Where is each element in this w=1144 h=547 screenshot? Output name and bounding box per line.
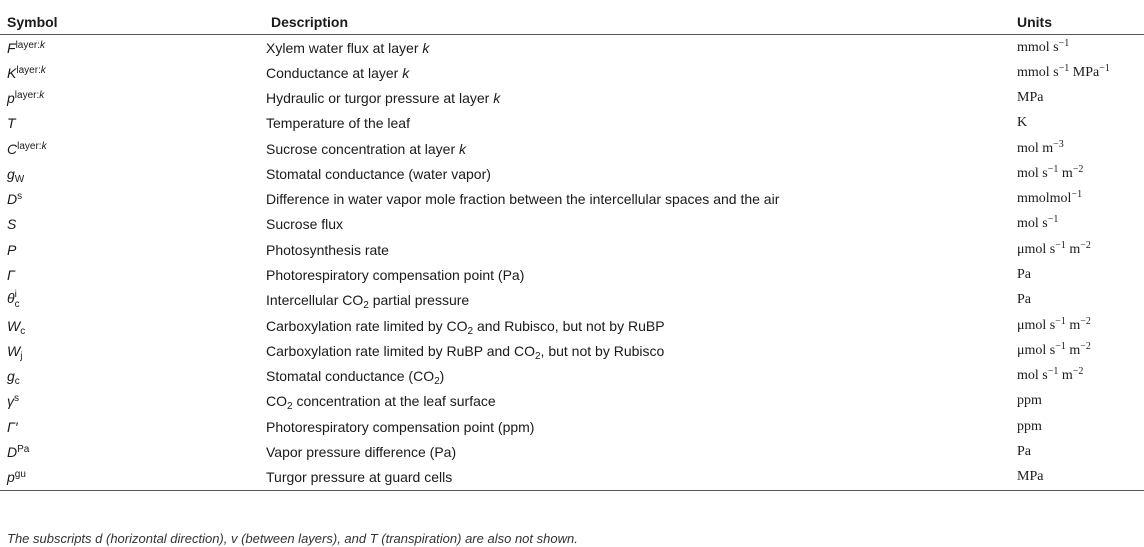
symbol-base: θ bbox=[7, 290, 15, 307]
symbols-table bbox=[0, 9, 1144, 491]
symbol-cell bbox=[0, 465, 264, 491]
units-cell: mmolmol$^{-1}$ bbox=[1017, 189, 1083, 207]
table-row bbox=[0, 60, 1144, 85]
symbol-base: P bbox=[7, 241, 17, 258]
description-cell: Stomatal conductance $(CO_2)$ bbox=[266, 368, 445, 388]
symbol-base: Γ′ bbox=[7, 418, 18, 435]
symbol-base: g bbox=[7, 165, 15, 182]
description-cell: Xylem water flux at layer k bbox=[266, 39, 430, 56]
symbol-cell bbox=[0, 86, 264, 111]
description-cell: Sucrose concentration at layer k bbox=[266, 140, 466, 157]
table-row bbox=[0, 86, 1144, 111]
table-row bbox=[0, 136, 1144, 161]
table-row bbox=[0, 111, 1144, 136]
symbol-cell bbox=[0, 35, 264, 61]
symbol-base: p bbox=[7, 469, 15, 486]
units-cell: mmol $s^{-1}$ MPa$^{-1}$ bbox=[1017, 62, 1110, 80]
units-cell: mol $s^{-1}$ $m^{-2}$ bbox=[1017, 163, 1084, 181]
units-cell: mol $m^{-3}$ bbox=[1017, 138, 1064, 156]
description-cell: Carboxylation rate limited by $CO_2$ and Rubisco, but not by RuBP bbox=[266, 317, 665, 337]
header-units: Units bbox=[1008, 9, 1144, 35]
table-row bbox=[0, 187, 1144, 212]
description-cell: Hydraulic or turgor pressure at layer k bbox=[266, 90, 501, 107]
units-cell: μmol $s^{-1}$ $m^{-2}$ bbox=[1017, 315, 1091, 333]
symbol-superscript: gu bbox=[14, 469, 26, 481]
units-cell: Pa bbox=[1017, 292, 1031, 308]
table-row bbox=[0, 288, 1144, 313]
symbol-cell bbox=[0, 237, 264, 262]
description-cell: Difference in water vapor mole fraction between the intercellular spaces and the air bbox=[266, 191, 780, 208]
units-cell: ppm bbox=[1017, 418, 1042, 434]
symbol-base: g bbox=[7, 368, 15, 385]
table-row bbox=[0, 439, 1144, 464]
symbol-cell bbox=[0, 60, 264, 85]
description-cell: Intercellular $CO_2$ partial pressure bbox=[266, 292, 470, 312]
table-row bbox=[0, 262, 1144, 287]
table-row bbox=[0, 414, 1144, 439]
symbol-base: γ bbox=[7, 393, 14, 410]
units-cell: μmol $s^{-1}$ $m^{-2}$ bbox=[1017, 340, 1091, 358]
symbol-cell bbox=[0, 439, 264, 464]
table-row bbox=[0, 465, 1144, 491]
units-cell: Pa bbox=[1017, 443, 1031, 459]
units-cell: ppm bbox=[1017, 393, 1042, 409]
symbol-superscript: Pa bbox=[17, 443, 30, 455]
symbol-cell bbox=[0, 288, 264, 313]
symbol-base: S bbox=[7, 216, 17, 233]
table-header-row bbox=[0, 9, 1144, 35]
symbol-cell bbox=[0, 414, 264, 439]
symbol-base: T bbox=[7, 115, 16, 132]
units-cell: Pa bbox=[1017, 267, 1031, 283]
symbol-sub-superscript: i c bbox=[14, 289, 20, 311]
units-cell: K bbox=[1017, 115, 1028, 131]
symbol-subscript: c bbox=[14, 376, 20, 388]
table-row bbox=[0, 35, 1144, 61]
table-row bbox=[0, 389, 1144, 414]
symbol-cell bbox=[0, 187, 264, 212]
symbol-cell bbox=[0, 111, 264, 136]
symbol-superscript: layer:k bbox=[16, 64, 46, 76]
units-cell: μmol $s^{-1}$ $m^{-2}$ bbox=[1017, 239, 1091, 257]
symbol-base: p bbox=[7, 90, 15, 107]
symbol-base: W bbox=[7, 342, 21, 359]
units-cell: MPa bbox=[1008, 465, 1144, 491]
symbol-base: Γ bbox=[7, 267, 15, 284]
symbol-base: F bbox=[7, 39, 16, 56]
symbol-subscript: c bbox=[20, 325, 26, 337]
table-row bbox=[0, 338, 1144, 363]
symbol-superscript: s bbox=[17, 191, 23, 203]
symbol-superscript: layer:k bbox=[15, 39, 46, 51]
description-cell: Carboxylation rate limited by RuBP and $CO_2$, but not by Rubisco bbox=[266, 342, 665, 362]
header-symbol: Symbol bbox=[0, 9, 264, 35]
symbol-subscript: j bbox=[20, 350, 23, 362]
table-row bbox=[0, 363, 1144, 388]
units-cell: MPa bbox=[1017, 90, 1044, 106]
symbol-cell bbox=[0, 363, 264, 388]
symbol-base: K bbox=[7, 64, 17, 81]
symbol-cell bbox=[0, 161, 264, 186]
units-cell: mol $s^{-1}$ $m^{-2}$ bbox=[1017, 366, 1084, 384]
units-cell: mmol $s^{-1}$ bbox=[1017, 37, 1070, 55]
symbol-cell bbox=[0, 313, 264, 338]
table-row bbox=[0, 237, 1144, 262]
symbol-base: D bbox=[7, 443, 18, 460]
symbol-cell bbox=[0, 389, 264, 414]
description-cell: Stomatal conductance (water vapor) bbox=[266, 165, 491, 182]
description-cell: Sucrose flux bbox=[266, 216, 344, 233]
description-cell: Vapor pressure difference (Pa) bbox=[266, 443, 457, 460]
symbol-base: W bbox=[7, 317, 21, 334]
description-cell: Photosynthesis rate bbox=[266, 241, 389, 258]
table-row bbox=[0, 212, 1144, 237]
symbol-superscript: layer:k bbox=[17, 140, 47, 152]
description-cell: Photorespiratory compensation point (ppm) bbox=[266, 418, 535, 435]
symbol-base: D bbox=[7, 191, 18, 208]
header-description: Description bbox=[264, 9, 1008, 35]
table-footnote: The subscripts d (horizontal direction), v (between layers), and T (transpiration) are also not shown. bbox=[7, 531, 578, 546]
units-cell: mol $s^{-1}$ bbox=[1017, 214, 1059, 232]
description-cell: Turgor pressure at guard cells bbox=[264, 465, 1008, 491]
symbol-superscript: s bbox=[14, 393, 19, 405]
table-row bbox=[0, 313, 1144, 338]
symbol-cell bbox=[0, 338, 264, 363]
description-cell: $CO_2$ concentration at the leaf surface bbox=[266, 393, 496, 413]
description-cell: Temperature of the leaf bbox=[266, 115, 410, 132]
symbol-cell bbox=[0, 262, 264, 287]
description-cell: Conductance at layer k bbox=[266, 64, 410, 81]
symbol-cell bbox=[0, 212, 264, 237]
symbol-subscript: W bbox=[14, 173, 25, 185]
table-row bbox=[0, 161, 1144, 186]
description-cell: Photorespiratory compensation point (Pa) bbox=[266, 267, 525, 284]
symbol-base: C bbox=[7, 140, 18, 157]
symbol-cell bbox=[0, 136, 264, 161]
symbol-superscript: layer:k bbox=[14, 90, 45, 102]
